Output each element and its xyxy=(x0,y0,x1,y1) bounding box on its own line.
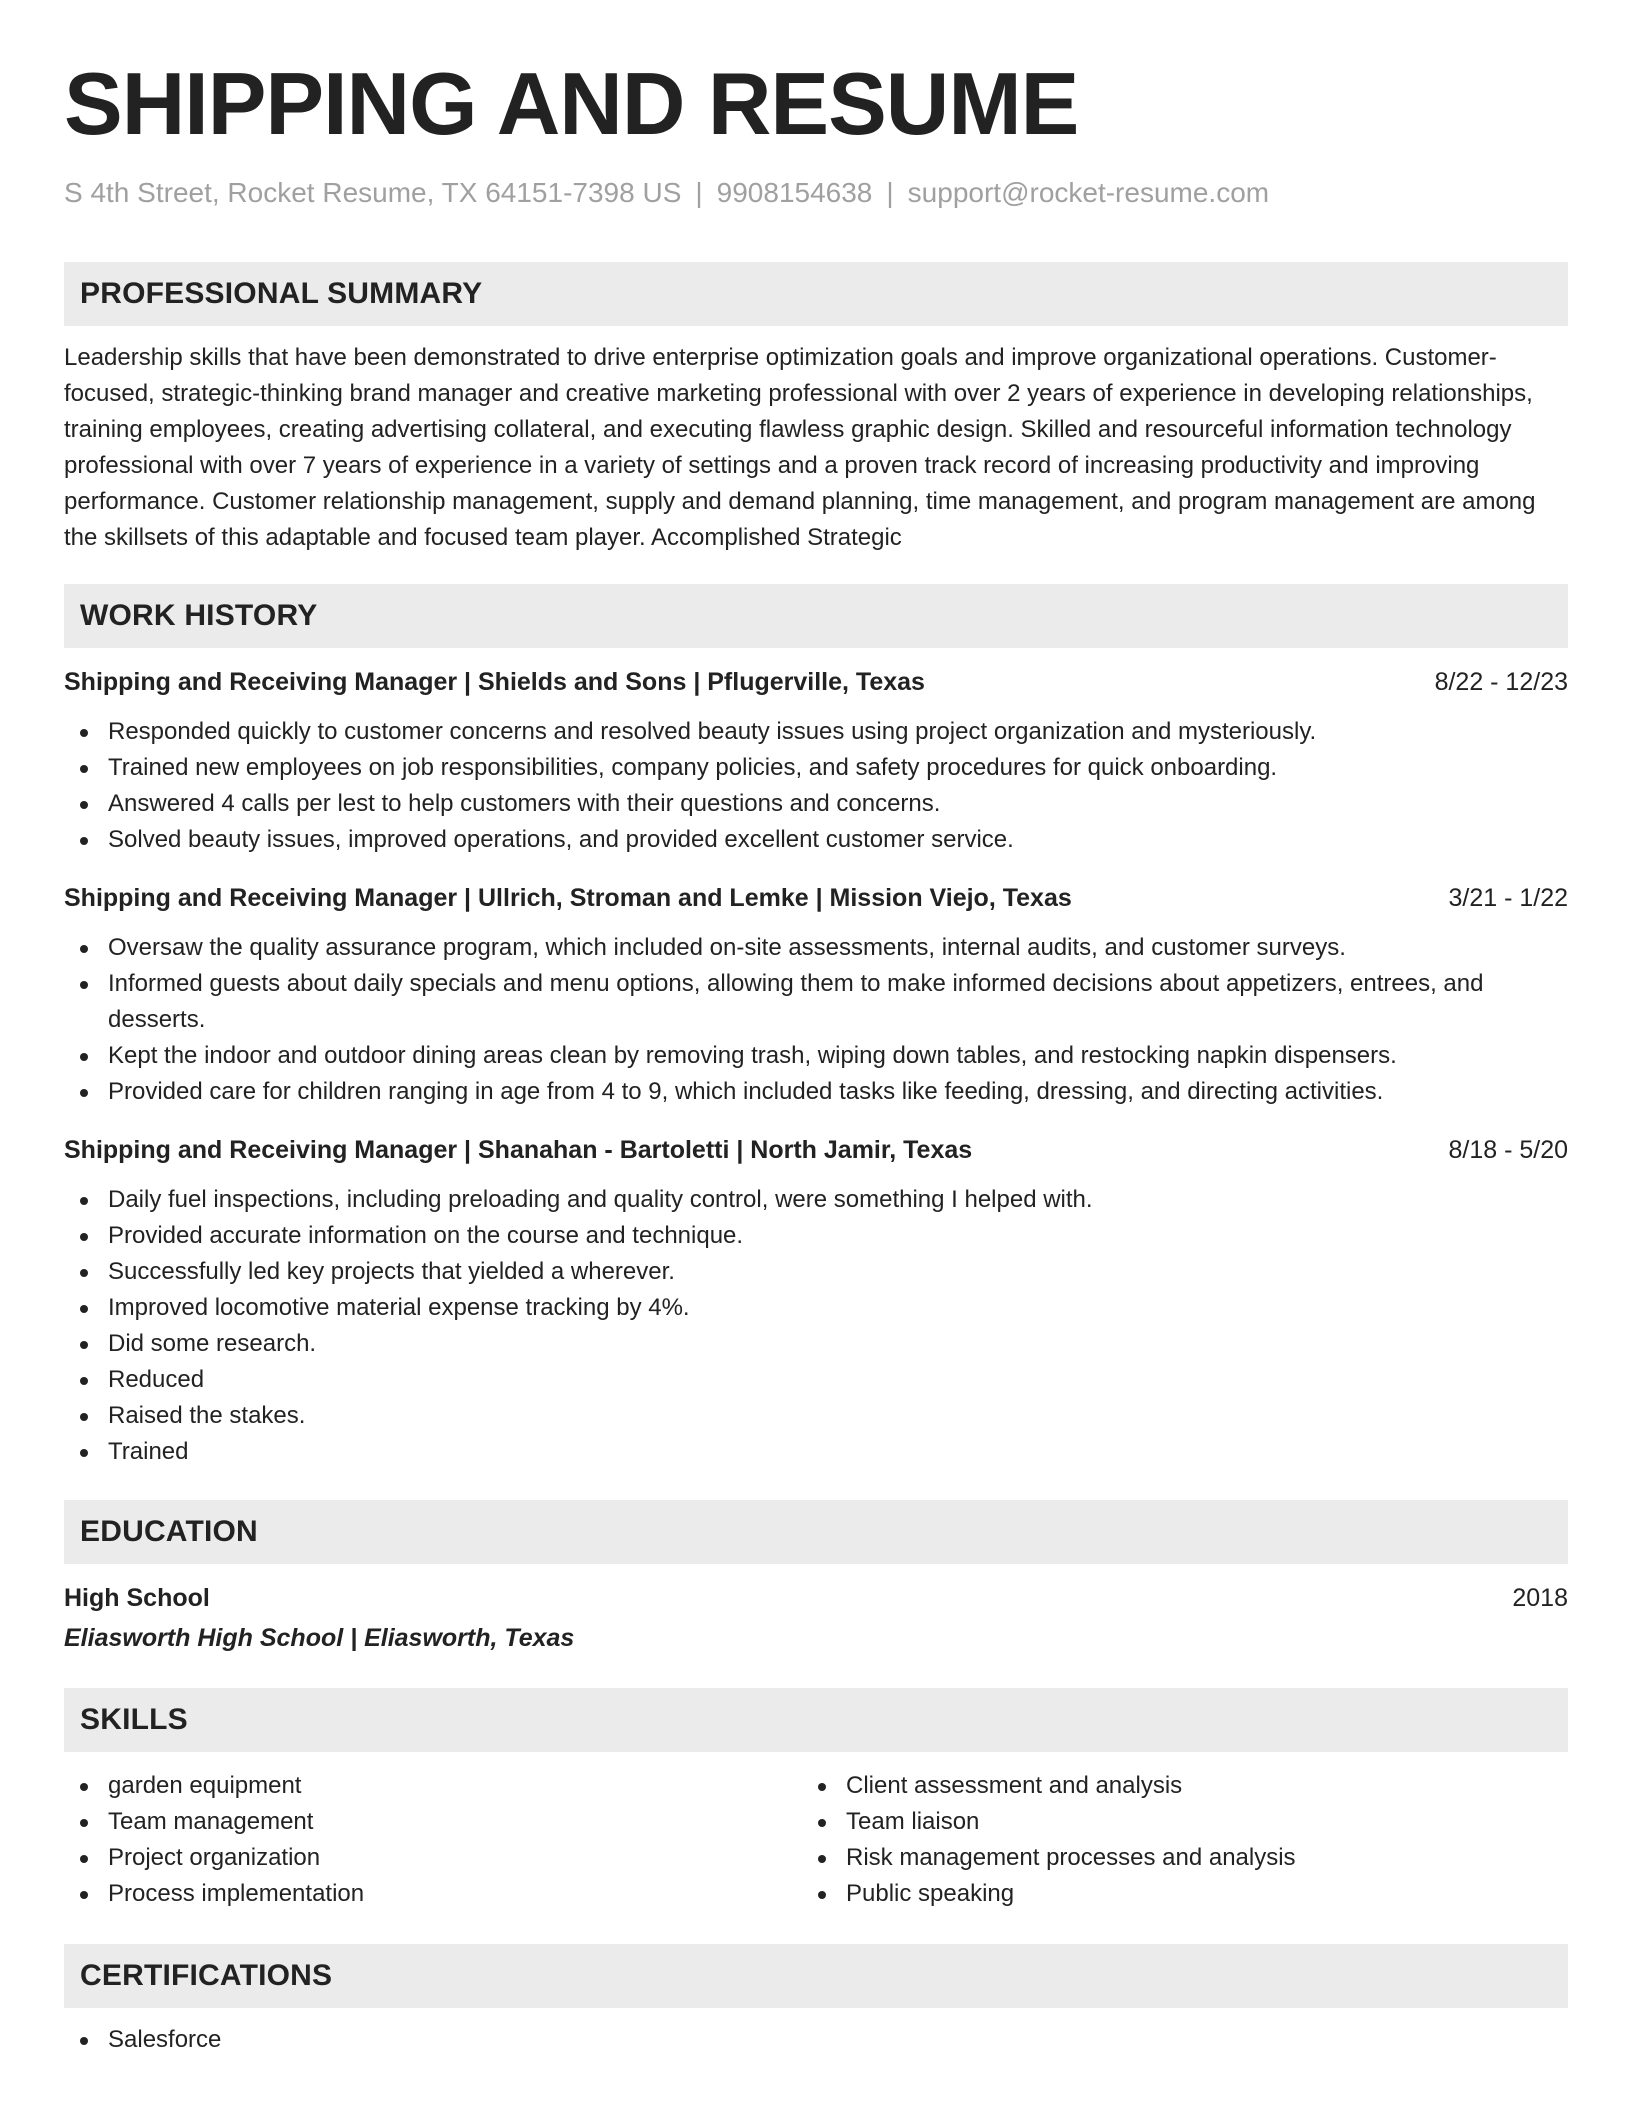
skill-item: garden equipment xyxy=(64,1768,802,1804)
job-bullet: Improved locomotive material expense tracking by 4%. xyxy=(64,1290,1568,1326)
contact-address: S 4th Street, Rocket Resume, TX 64151-7398 US xyxy=(64,177,682,208)
job-bullets xyxy=(64,1182,1568,1470)
job-bullet: Daily fuel inspections, including preloading and quality control, were something I helped with. xyxy=(64,1182,1568,1218)
job-bullet: Informed guests about daily specials and menu options, allowing them to make informed decisions about appetizers, entrees, and desserts. xyxy=(64,966,1568,1038)
job-bullet: Oversaw the quality assurance program, which included on-site assessments, internal audits, and customer surveys. xyxy=(64,930,1568,966)
job-bullet: Trained new employees on job responsibilities, company policies, and safety procedures for quick onboarding. xyxy=(64,750,1568,786)
section-heading-skills: SKILLS xyxy=(64,1688,1568,1752)
job-entry xyxy=(64,1132,1568,1470)
job-bullet: Provided accurate information on the course and technique. xyxy=(64,1218,1568,1254)
skill-item: Team management xyxy=(64,1804,802,1840)
job-header xyxy=(64,1132,1568,1168)
skill-item: Public speaking xyxy=(802,1876,1540,1912)
section-heading-work-history: WORK HISTORY xyxy=(64,584,1568,648)
contact-email[interactable]: support@rocket-resume.com xyxy=(907,177,1270,208)
job-bullet: Provided care for children ranging in age from 4 to 9, which included tasks like feeding, dressing, and directing activities. xyxy=(64,1074,1568,1110)
job-title: Shipping and Receiving Manager | Ullrich, Stroman and Lemke | Mission Viejo, Texas xyxy=(64,884,1072,912)
skill-item: Project organization xyxy=(64,1840,802,1876)
candidate-name: SHIPPING AND RESUME xyxy=(64,54,1079,153)
job-entry xyxy=(64,880,1568,1110)
section-heading-certifications: CERTIFICATIONS xyxy=(64,1944,1568,2008)
job-dates: 8/18 - 5/20 xyxy=(1448,1136,1568,1164)
skill-item: Process implementation xyxy=(64,1876,802,1912)
education-entry xyxy=(64,1580,1568,1656)
job-bullet: Answered 4 calls per lest to help customers with their questions and concerns. xyxy=(64,786,1568,822)
job-title: Shipping and Receiving Manager | Shanahan - Bartoletti | North Jamir, Texas xyxy=(64,1136,973,1164)
summary-text: Leadership skills that have been demonstrated to drive enterprise optimization goals and improve organizational operations. Customer-focused, strategic-thinking brand manager and creative marketing professional with over 2 years of experience in developing relationships, training employees, creating advertising collateral, and executing flawless graphic design. Skilled and resourceful information technology professional with over 7 years of experience in a variety of settings and a proven track record of increasing productivity and improving performance. Customer relationship management, supply and demand planning, time management, and program management are among the skillsets of this adaptable and focused team player. Accomplished Strategic xyxy=(64,344,1536,551)
skills-grid xyxy=(64,1768,1568,1912)
section-heading-summary: PROFESSIONAL SUMMARY xyxy=(64,262,1568,326)
skills-column-right xyxy=(802,1768,1540,1912)
job-bullets xyxy=(64,714,1568,858)
skills-column-left xyxy=(64,1768,802,1912)
job-dates: 8/22 - 12/23 xyxy=(1434,668,1568,696)
skill-item: Client assessment and analysis xyxy=(802,1768,1540,1804)
job-entry xyxy=(64,664,1568,858)
certification-item: Salesforce xyxy=(64,2022,1568,2058)
job-bullet: Kept the indoor and outdoor dining areas clean by removing trash, wiping down tables, and restocking napkin dispensers. xyxy=(64,1038,1568,1074)
certifications-list xyxy=(64,2022,1568,2058)
job-header xyxy=(64,664,1568,700)
education-year: 2018 xyxy=(1512,1584,1568,1612)
job-bullet: Reduced xyxy=(64,1362,1568,1398)
contact-phone: 9908154638 xyxy=(716,177,873,208)
job-header xyxy=(64,880,1568,916)
job-bullet: Responded quickly to customer concerns and resolved beauty issues using project organization and mysteriously. xyxy=(64,714,1568,750)
skill-item: Risk management processes and analysis xyxy=(802,1840,1540,1876)
education-degree: High School xyxy=(64,1584,210,1612)
contact-separator: | xyxy=(886,177,894,208)
contact-separator: | xyxy=(695,177,703,208)
job-bullet: Raised the stakes. xyxy=(64,1398,1568,1434)
job-bullet: Did some research. xyxy=(64,1326,1568,1362)
job-bullets xyxy=(64,930,1568,1110)
section-heading-education: EDUCATION xyxy=(64,1500,1568,1564)
job-bullet: Solved beauty issues, improved operations, and provided excellent customer service. xyxy=(64,822,1568,858)
skill-item: Team liaison xyxy=(802,1804,1540,1840)
education-header xyxy=(64,1580,1568,1616)
job-bullet: Successfully led key projects that yielded a wherever. xyxy=(64,1254,1568,1290)
contact-line xyxy=(64,176,1568,210)
education-school: Eliasworth High School | Eliasworth, Texas xyxy=(64,1624,575,1652)
job-title: Shipping and Receiving Manager | Shields and Sons | Pflugerville, Texas xyxy=(64,668,925,696)
job-dates: 3/21 - 1/22 xyxy=(1448,884,1568,912)
job-bullet: Trained xyxy=(64,1434,1568,1470)
